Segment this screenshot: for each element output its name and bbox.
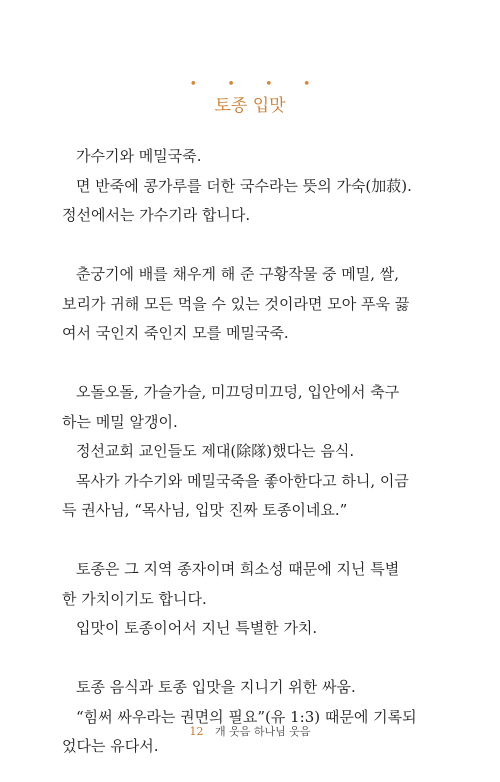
text-line: 여서 국인지 죽인지 모를 메밀국죽. (62, 324, 289, 342)
text-line: 면 반죽에 콩가루를 더한 국수라는 뜻의 가숙(加菽). (76, 176, 412, 195)
stanza (62, 260, 444, 349)
text-line: 보리가 귀해 모든 먹을 수 있는 것이라면 모아 푸욱 끓 (62, 294, 410, 313)
stanza (62, 673, 444, 762)
page-footer (0, 723, 500, 739)
text-line: “힘써 싸우라는 권면의 필요”(유 1:3) 때문에 기록되 (76, 707, 417, 726)
running-title: 개 웃음 하나님 웃음 (215, 725, 311, 738)
section-title: 토종 입맛 (214, 96, 286, 116)
text-line: 목사가 가수기와 메밀국죽을 좋아한다고 하니, 이금 (76, 471, 409, 490)
text-line: 입맛이 토종이어서 지닌 특별한 가치. (76, 619, 318, 637)
poem-body (62, 142, 444, 762)
stanza (62, 378, 444, 526)
text-line: 었다는 유다서. (62, 737, 159, 755)
text-line: 하는 메밀 알갱이. (62, 412, 178, 431)
text-line: 춘궁기에 배를 채우게 해 준 구황작물 중 메밀, 쌀, (76, 265, 399, 283)
text-line: 가수기와 메밀국죽. (76, 147, 202, 165)
text-line: 토종은 그 지역 종자이며 희소성 때문에 지닌 특별 (76, 560, 400, 578)
ornament-dots: • • • • (189, 77, 324, 92)
text-line: 득 권사님, “목사님, 입맛 진짜 토종이네요.” (62, 501, 348, 519)
stanza (62, 142, 444, 231)
text-line: 토종 음식과 토종 입맛을 지니기 위한 싸움. (76, 678, 356, 696)
text-line: 정선에서는 가수기라 합니다. (62, 206, 251, 224)
stanza (62, 555, 444, 644)
text-line: 오돌오돌, 가슬가슬, 미끄덩미끄덩, 입안에서 축구 (76, 383, 400, 401)
text-line: 한 가치이기도 합니다. (62, 589, 207, 608)
text-line: 정선교회 교인들도 제대(除隊)했다는 음식. (76, 442, 355, 460)
page-number: 12 (189, 725, 204, 738)
